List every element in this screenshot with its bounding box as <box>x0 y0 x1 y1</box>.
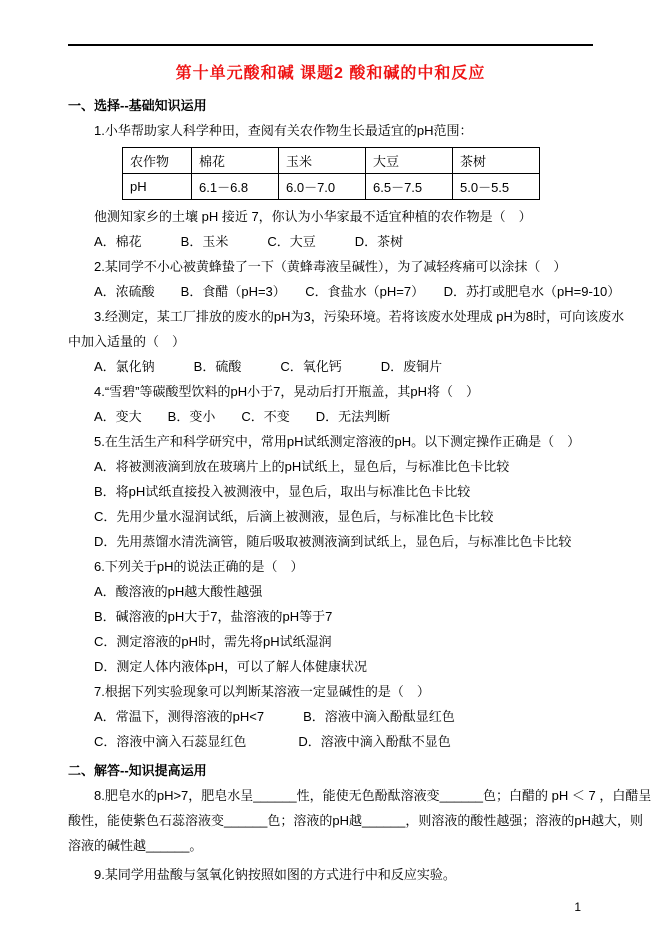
table-cell: 5.0－5.5 <box>453 174 540 200</box>
table-cell: pH <box>123 174 192 200</box>
question-5-option-a: A．将被测液滴到放在玻璃片上的pH试纸上，显色后，与标准比色卡比较 <box>94 459 510 474</box>
table-cell: 茶树 <box>453 148 540 174</box>
question-6-stem: 6.下列关于pH的说法正确的是（ ） <box>94 559 304 574</box>
question-4-stem: 4.“雪碧”等碳酸型饮料的pH小于7，晃动后打开瓶盖，其pH将（ ） <box>94 384 479 399</box>
page-title: 第十单元酸和碱 课题2 酸和碱的中和反应 <box>175 65 486 82</box>
question-7-options-cd: C．溶液中滴入石蕊显红色 D．溶液中滴入酚酞不显色 <box>94 734 451 749</box>
question-5-option-d: D．先用蒸馏水清洗滴管，随后吸取被测液滴到试纸上，显色后，与标准比色卡比较 <box>94 534 572 549</box>
table-cell: 6.1－6.8 <box>192 174 279 200</box>
table-cell: 农作物 <box>123 148 192 174</box>
question-9-stem: 9.某同学用盐酸与氢氧化钠按照如图的方式进行中和反应实验。 <box>94 867 456 882</box>
question-7-stem: 7.根据下列实验现象可以判断某溶液一定显碱性的是（ ） <box>94 684 430 699</box>
section-2-heading: 二、解答--知识提高运用 <box>68 763 207 778</box>
section-1-heading: 一、选择--基础知识运用 <box>68 98 207 113</box>
question-3-stem-line1: 3.经测定，某工厂排放的废水的pH为3，污染环境。若将该废水处理成 pH为8时，可向该废水 <box>94 309 625 324</box>
question-2-options: A．浓硫酸 B．食醋（pH=3） C．食盐水（pH=7） D．苏打或肥皂水（pH=9-10） <box>94 284 621 299</box>
table-cell: 大豆 <box>366 148 453 174</box>
question-6-option-c: C．测定溶液的pH时，需先将pH试纸湿润 <box>94 634 332 649</box>
question-5-option-b: B．将pH试纸直接投入被测液中，显色后，取出与标准比色卡比较 <box>94 484 471 499</box>
table-row-crops <box>123 148 540 174</box>
question-4-options: A．变大 B．变小 C．不变 D．无法判断 <box>94 409 391 424</box>
question-3-options: A．氯化钠 B．硫酸 C．氧化钙 D．废铜片 <box>94 359 443 374</box>
page-number: 1 <box>574 900 581 914</box>
table-cell: 6.0－7.0 <box>279 174 366 200</box>
question-8-line3: 溶液的碱性越______。 <box>68 838 203 853</box>
table-cell: 6.5－7.5 <box>366 174 453 200</box>
question-8-line2: 酸性，能使紫色石蕊溶液变______色；溶液的pH越______，则溶液的酸性越强；溶液的pH越大，则 <box>68 813 643 828</box>
question-5-option-c: C．先用少量水湿润试纸，后滴上被测液，显色后，与标准比色卡比较 <box>94 509 494 524</box>
question-3-stem-line2: 中加入适量的（ ） <box>68 334 186 349</box>
table-row-ph <box>123 174 540 200</box>
header-rule <box>68 44 593 46</box>
question-7-options-ab: A．常温下，测得溶液的pH<7 B．溶液中滴入酚酞显红色 <box>94 709 455 724</box>
question-1-stem: 他测知家乡的土壤 pH 接近 7，你认为小华家最不适宜种植的农作物是（ ） <box>94 209 532 224</box>
question-2-stem: 2.某同学不小心被黄蜂蛰了一下（黄蜂毒液呈碱性），为了减轻疼痛可以涂抹（ ） <box>94 259 567 274</box>
question-1-intro: 1.小华帮助家人科学种田，查阅有关农作物生长最适宜的pH范围： <box>94 123 473 138</box>
table-cell: 棉花 <box>192 148 279 174</box>
crop-ph-table <box>122 147 540 200</box>
table-cell: 玉米 <box>279 148 366 174</box>
question-6-option-a: A．酸溶液的pH越大酸性越强 <box>94 584 263 599</box>
question-5-stem: 5.在生活生产和科学研究中，常用pH试纸测定溶液的pH。以下测定操作正确是（ ） <box>94 434 581 449</box>
question-1-options: A．棉花 B．玉米 C．大豆 D．茶树 <box>94 234 404 249</box>
question-6-option-d: D．测定人体内液体pH，可以了解人体健康状况 <box>94 659 368 674</box>
question-8-line1: 8.肥皂水的pH>7，肥皂水呈______性，能使无色酚酞溶液变______色；白醋的 pH ＜ 7 ，白醋呈 <box>94 788 652 803</box>
question-6-option-b: B．碱溶液的pH大于7，盐溶液的pH等于7 <box>94 609 333 624</box>
